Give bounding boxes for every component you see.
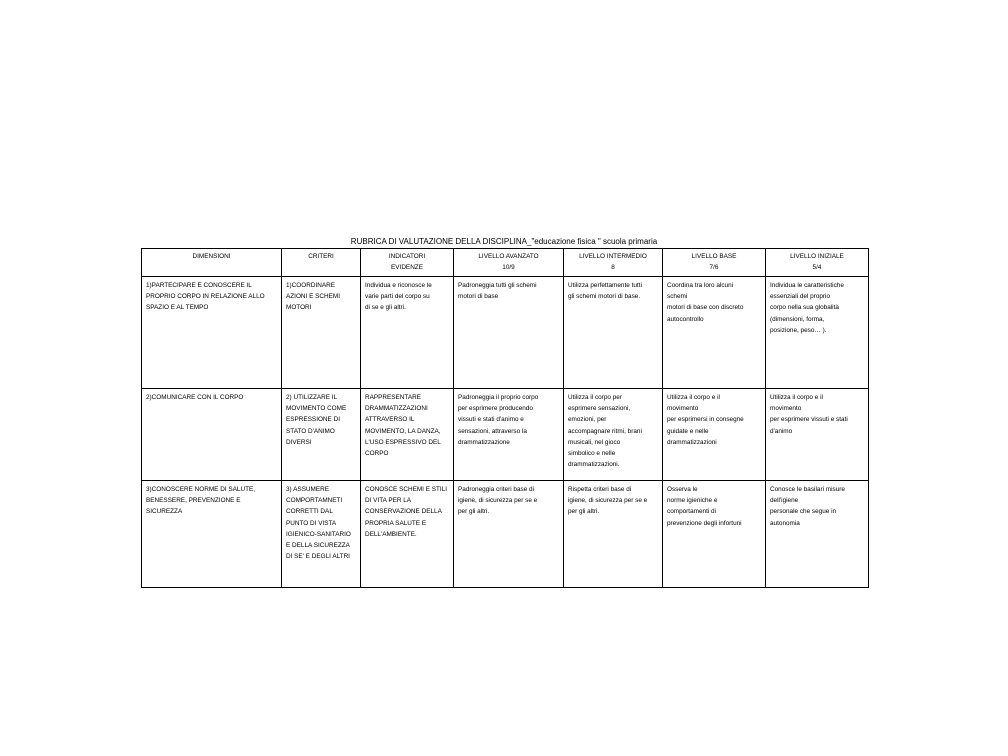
table-row — [142, 481, 869, 588]
rubric-table — [141, 248, 869, 588]
table-row — [142, 277, 869, 389]
table-row — [142, 389, 869, 481]
cell-criterio: 3) ASSUMERE COMPORTAMNETI CORRETTI DAL PUNTO DI VISTA IGIENICO-SANITARIO E DELLA SICUREZZA DI SE' E DEGLI ALTRI — [282, 481, 361, 588]
cell-dimensione: 1)PARTECIPARE E CONOSCERE IL PROPRIO CORPO IN RELAZIONE ALLO SPAZIO E AL TEMPO — [142, 277, 282, 389]
cell-criterio: 1)COORDINARE AZIONI E SCHEMI MOTORI — [282, 277, 361, 389]
cell-indicatore: CONOSCE SCHEMI E STILI DI VITA PER LA CONSERVAZIONE DELLA PROPRIA SALUTE E DELL'AMBIENTE. — [361, 481, 454, 588]
cell-avanzato: Padroneggia tutti gli schemi motori di base — [454, 277, 564, 389]
cell-iniziale: Individua le caratteristiche essenziali del proprio corpo nella sua globalità (dimensioni, forma, posizione, peso… ). — [766, 277, 869, 389]
cell-dimensione: 2)COMUNICARE CON IL CORPO — [142, 389, 282, 481]
header-row — [142, 249, 869, 277]
page-title: RUBRICA DI VALUTAZIONE DELLA DISCIPLINA_"educazione fisica " scuola primaria — [350, 237, 658, 246]
cell-indicatore: Individua e riconosce le varie parti del corpo su di se e gli altri. — [361, 277, 454, 389]
header-livello-intermedio: LIVELLO INTERMEDIO 8 — [564, 249, 663, 277]
cell-iniziale: Utilizza il corpo e il movimento per esprimere vissuti e stati d'animo — [766, 389, 869, 481]
cell-base: Utilizza il corpo e il movimento per esprimersi in consegne guidate e nelle drammatizzazioni — [663, 389, 766, 481]
header-dimensioni: DIMENSIONI — [142, 249, 282, 277]
cell-dimensione: 3)CONOSCERE NORME DI SALUTE, BENESSERE, PREVENZIONE E SICUREZZA — [142, 481, 282, 588]
cell-base: Osserva le norme igieniche e comportamenti di prevenzione degli infortuni — [663, 481, 766, 588]
header-indicatori: INDICATORI EVIDENZE — [361, 249, 454, 277]
header-livello-iniziale: LIVELLO INIZIALE 5/4 — [766, 249, 869, 277]
cell-intermedio: Rispetta criteri base di igiene, di sicurezza per se e per gli altri. — [564, 481, 663, 588]
cell-indicatore: RAPPRESENTARE DRAMMATIZZAZIONI ATTRAVERSO IL MOVIMENTO, LA DANZA, L'USO ESPRESSIVO DEL CORPO — [361, 389, 454, 481]
cell-intermedio: Utilizza perfettamente tutti gli schemi motori di base. — [564, 277, 663, 389]
header-livello-base: LIVELLO BASE 7/6 — [663, 249, 766, 277]
cell-criterio: 2) UTILIZZARE IL MOVIMENTO COME ESPRESSIONE DI STATO D'ANIMO DIVERSI — [282, 389, 361, 481]
cell-base: Coordina tra loro alcuni schemi motori di base con discreto autocontrollo — [663, 277, 766, 389]
cell-iniziale: Conosce le basilari misure dell'igiene personale che segue in autonomia — [766, 481, 869, 588]
cell-avanzato: Padroneggia il proprio corpo per esprimere producendo vissuti e stati d'animo e sensazioni, attraverso la drammatizzazione — [454, 389, 564, 481]
header-criteri: CRITERI — [282, 249, 361, 277]
cell-intermedio: Utilizza il corpo per esprimere sensazioni, emozioni, per accompagnare ritmi, brani musicali, nel gioco simbolico e nelle drammatizzazioni. — [564, 389, 663, 481]
cell-avanzato: Padroneggia criteri base di igiene, di sicurezza per se e per gli altri. — [454, 481, 564, 588]
header-livello-avanzato: LIVELLO AVANZATO 10/9 — [454, 249, 564, 277]
